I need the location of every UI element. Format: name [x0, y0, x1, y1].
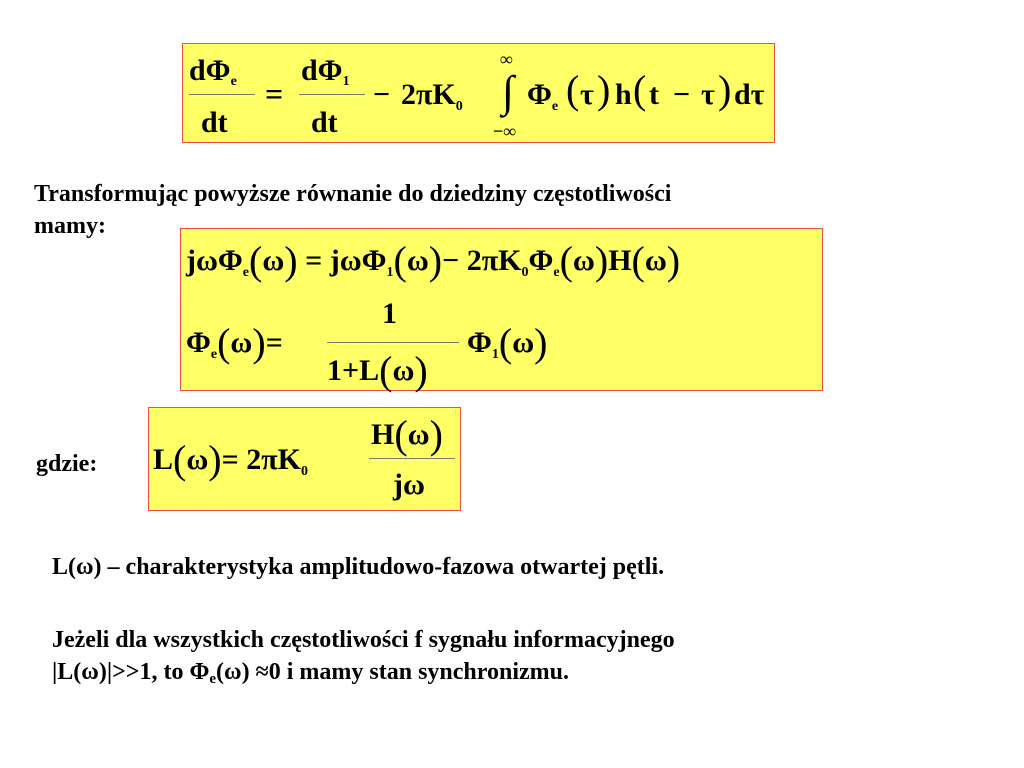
eq4-fraction-bar — [369, 458, 455, 459]
eq3-rhs: $\Phi_1(\omega)$ — [467, 320, 548, 365]
equation-box-2 — [180, 228, 823, 391]
eq1-lhs-denominator: dt — [201, 106, 228, 139]
eq1-coefficient: $2\pi K_0$ — [401, 78, 463, 114]
eq4-lhs: $L(\omega)= 2\pi K_0$ — [153, 437, 308, 482]
eq3-lhs: $\Phi_e(\omega)=$ — [186, 320, 283, 365]
eq1-rhs-numerator: dΦ1 — [301, 54, 350, 89]
eq3-denominator: 1+L(ω) — [327, 348, 428, 393]
conclusion-paragraph — [52, 624, 675, 689]
eq1-paren-open-2: ( — [633, 67, 647, 112]
definition-line: L(ω) – charakterystyka amplitudowo-fazowa otwartej pętli. — [52, 554, 665, 580]
gdzie-label: gdzie: — [36, 451, 98, 477]
eq1-dtau: dτ — [734, 78, 765, 111]
eq1-tau: τ — [580, 78, 594, 111]
eq1-equals: = — [265, 76, 284, 112]
eq1-minus-2: − — [673, 78, 691, 111]
conclusion-line-1: Jeżeli dla wszystkich częstotliwości f sygnału informacyjnego — [52, 627, 675, 653]
integral-sign-icon: ∫ — [502, 67, 515, 116]
equation-box-1 — [182, 43, 775, 143]
intro-line-2: mamy: — [34, 213, 106, 240]
eq1-lhs-fraction-bar — [189, 94, 255, 95]
eq1-paren-open-1: ( — [566, 67, 580, 112]
eq1-rhs-denominator: dt — [311, 106, 338, 139]
eq2-line: $j\omega\Phi_e(\omega) = j\omega\Phi_1(\omega)- 2\pi K_0\Phi_e(\omega)H(\omega)$ — [186, 238, 681, 283]
eq1-tau-2: τ — [701, 78, 715, 111]
eq3-numerator: 1 — [382, 297, 397, 330]
intro-line-1: Transformując powyższe równanie do dziedziny częstotliwości — [34, 181, 672, 207]
eq1-phi: $\Phi_e$ — [527, 78, 559, 114]
eq4-numerator: H(ω) — [371, 412, 443, 457]
eq1-h: h — [615, 78, 632, 111]
eq4-denominator: jω — [393, 468, 425, 501]
eq1-integral-upper: ∞ — [500, 49, 513, 69]
eq1-minus: − — [373, 78, 391, 111]
eq1-paren-close-2: ) — [718, 67, 732, 112]
eq1-rhs-fraction-bar — [299, 94, 365, 95]
conclusion-line-2: |L(ω)|>>1, to Φe(ω) ≈0 i mamy stan synchronizmu. — [52, 659, 569, 688]
eq1-paren-close-1: ) — [597, 67, 611, 112]
equation-box-3 — [148, 407, 461, 511]
eq3-fraction-bar — [327, 342, 459, 343]
eq1-t: t — [649, 78, 659, 111]
eq1-integral-lower: −∞ — [493, 121, 517, 141]
eq1-lhs-numerator: dΦe — [189, 54, 237, 89]
